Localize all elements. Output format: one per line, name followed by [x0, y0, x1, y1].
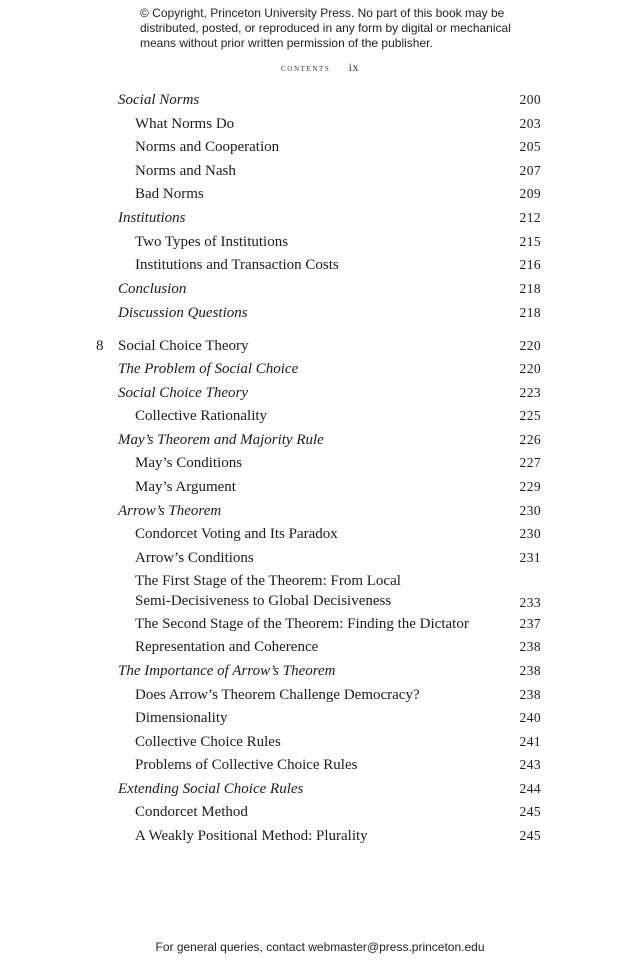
subsection-title: Condorcet Voting and Its Paradox: [135, 526, 338, 542]
subsection-title: A Weakly Positional Method: Plurality: [135, 828, 368, 844]
toc-entry: [0, 453, 640, 475]
toc-entry: [0, 661, 640, 683]
subsection-title: Problems of Collective Choice Rules: [135, 757, 358, 773]
page-number: 212: [519, 210, 541, 225]
section-title: Conclusion: [118, 281, 187, 297]
page-number: 218: [519, 305, 541, 320]
subsection-title: Dimensionality: [135, 710, 228, 726]
page-number: 238: [519, 687, 541, 702]
toc-entry: [0, 303, 640, 325]
section-title: Discussion Questions: [118, 305, 248, 321]
page-number: 245: [519, 804, 541, 819]
toc-entry: [0, 279, 640, 301]
page-number: 207: [519, 163, 541, 178]
running-head-page-number: ix: [348, 60, 359, 74]
subsection-title: The First Stage of the Theorem: From Local: [135, 573, 401, 589]
toc-entry: [0, 755, 640, 777]
toc-entry: [0, 685, 640, 707]
subsection-title: Does Arrow’s Theorem Challenge Democracy?: [135, 687, 420, 703]
section-title: Institutions: [118, 210, 186, 226]
toc-entry: [0, 232, 640, 254]
toc-entry: [0, 501, 640, 523]
subsection-title: Arrow’s Conditions: [135, 550, 254, 566]
page-number: 209: [519, 186, 541, 201]
toc-entry: [0, 802, 640, 824]
section-title: Extending Social Choice Rules: [118, 781, 304, 797]
page-number: 226: [519, 432, 541, 447]
toc-entry: [0, 779, 640, 801]
page-number: 241: [519, 734, 541, 749]
page-number: 223: [519, 385, 541, 400]
page-number: 230: [519, 526, 541, 541]
toc-entry: [0, 708, 640, 730]
copyright-notice: [140, 6, 520, 51]
subsection-title: Bad Norms: [135, 186, 204, 202]
chapter-title: Social Choice Theory: [118, 338, 249, 354]
footer-contact: For general queries, contact webmaster@press.princeton.edu: [155, 940, 485, 954]
toc-entry: [0, 732, 640, 754]
page-number: 237: [519, 616, 541, 631]
page-number: 218: [519, 281, 541, 296]
toc-entry: [0, 255, 640, 277]
toc-entry: [0, 161, 640, 183]
subsection-title: Representation and Coherence: [135, 639, 319, 655]
toc-entry: [0, 524, 640, 546]
page-number: 238: [519, 639, 541, 654]
toc-entry: [0, 614, 640, 636]
subsection-title: Norms and Nash: [135, 163, 236, 179]
subsection-title: What Norms Do: [135, 116, 235, 132]
subsection-title: Collective Rationality: [135, 408, 268, 424]
subsection-title: Institutions and Transaction Costs: [135, 257, 339, 273]
section-title: Social Choice Theory: [118, 385, 248, 401]
toc-entry: [0, 826, 640, 848]
page-number: 231: [519, 550, 541, 565]
toc-entry: [0, 184, 640, 206]
copyright-line: means without prior written permission of the publisher.: [140, 36, 433, 50]
page-number: 230: [519, 503, 541, 518]
page-number: 238: [519, 663, 541, 678]
page-number: 205: [519, 139, 541, 154]
copyright-line: distributed, posted, or reproduced in any form by digital or mechanical: [140, 21, 511, 35]
section-title: Arrow’s Theorem: [118, 503, 222, 519]
page-number: 220: [519, 338, 541, 353]
page-number: 203: [519, 116, 541, 131]
subsection-title: Norms and Cooperation: [135, 139, 280, 155]
page-number: 220: [519, 361, 541, 376]
page-number: 200: [519, 92, 541, 107]
toc-entry: [0, 137, 640, 159]
toc-entry: [0, 430, 640, 452]
toc-entry: [0, 477, 640, 499]
subsection-title: The Second Stage of the Theorem: Finding the Dictator: [135, 616, 469, 632]
chapter-number: 8: [96, 338, 104, 354]
page-number: 244: [519, 781, 541, 796]
toc-entry: [0, 208, 640, 230]
subsection-title: Two Types of Institutions: [135, 234, 289, 250]
toc-entry: [0, 336, 640, 358]
subsection-title: Condorcet Method: [135, 804, 248, 820]
page-number: 227: [519, 455, 541, 470]
running-head-title: contents: [281, 63, 331, 74]
page-number: 243: [519, 757, 541, 772]
toc-entry: [0, 383, 640, 405]
page-number: 229: [519, 479, 541, 494]
section-title: May’s Theorem and Majority Rule: [118, 432, 324, 448]
toc-entry: [0, 548, 640, 570]
section-title: Social Norms: [118, 92, 200, 108]
section-title: The Problem of Social Choice: [118, 361, 299, 377]
page-number: 240: [519, 710, 541, 725]
subsection-title-continued: Semi-Decisiveness to Global Decisiveness: [135, 593, 392, 609]
page-number: 215: [519, 234, 541, 249]
section-title: The Importance of Arrow’s Theorem: [118, 663, 336, 679]
copyright-line: © Copyright, Princeton University Press. No part of this book may be: [140, 6, 505, 20]
subsection-title: May’s Argument: [135, 479, 236, 495]
toc-entry: [0, 114, 640, 136]
subsection-title: May’s Conditions: [135, 455, 243, 471]
page-number: 233: [519, 595, 541, 610]
subsection-title: Collective Choice Rules: [135, 734, 281, 750]
running-head: [0, 60, 640, 75]
toc-entry: [0, 90, 640, 112]
page-number: 245: [519, 828, 541, 843]
toc-entry: [0, 359, 640, 381]
page-number: 216: [519, 257, 541, 272]
toc-entry: [0, 637, 640, 659]
toc-entry: [0, 571, 640, 615]
page-number: 225: [519, 408, 541, 423]
toc-entry: [0, 406, 640, 428]
